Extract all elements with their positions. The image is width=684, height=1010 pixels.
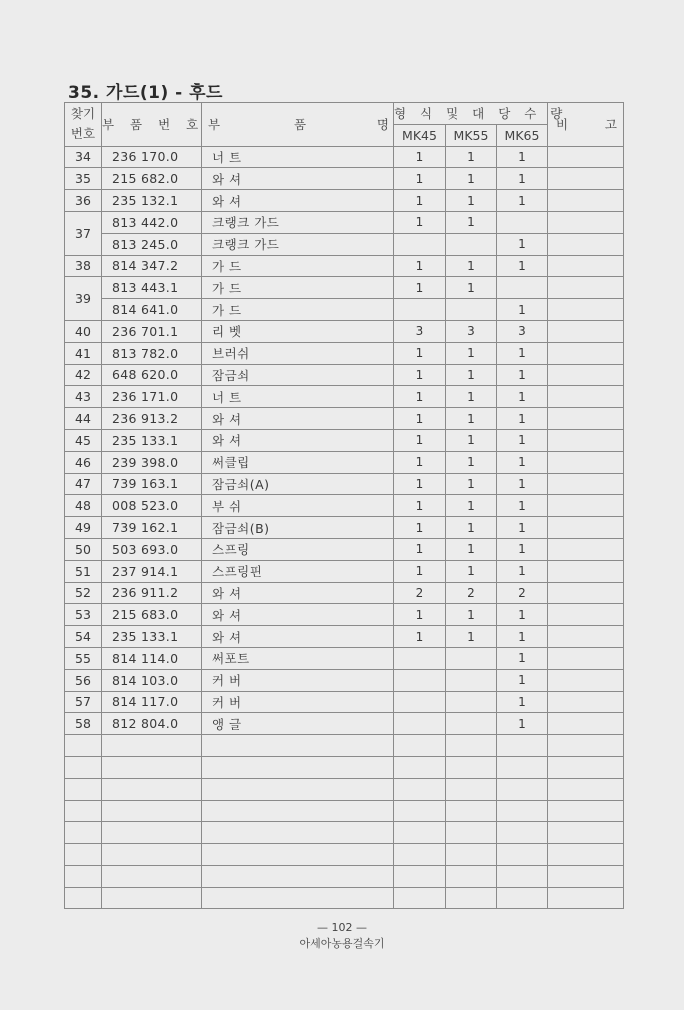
qty-mk65-cell: 1 [497,473,548,495]
table-row [65,146,624,168]
part-number-cell: 235 133.1 [102,429,202,451]
remark-cell [548,517,624,539]
table-row [65,517,624,539]
find-number-cell: 46 [65,451,102,473]
find-number-cell: 38 [65,255,102,277]
qty-mk45-cell: 1 [394,364,446,386]
table-row [65,364,624,386]
table-row [65,277,624,299]
qty-mk55-cell [446,713,497,735]
part-number-cell: 236 701.1 [102,320,202,342]
part-name-cell: 스프링 [202,538,394,560]
part-number-cell: 813 245.0 [102,233,202,255]
qty-mk45-cell [394,233,446,255]
header-name-right: 명 [376,117,389,133]
find-number-cell: 55 [65,647,102,669]
qty-mk55-cell: 1 [446,168,497,190]
qty-mk55-cell: 1 [446,495,497,517]
qty-mk65-cell: 1 [497,255,548,277]
qty-mk45-cell: 1 [394,604,446,626]
find-number-cell: 50 [65,538,102,560]
qty-mk45-cell: 2 [394,582,446,604]
find-number-cell [65,756,102,778]
table-row [65,233,624,255]
remark-cell [548,713,624,735]
qty-mk55-cell: 1 [446,473,497,495]
qty-mk55-cell: 1 [446,560,497,582]
part-number-cell [102,778,202,800]
qty-mk65-cell: 1 [497,691,548,713]
table-row [65,844,624,866]
find-number-cell: 56 [65,669,102,691]
qty-mk55-cell: 1 [446,451,497,473]
qty-mk45-cell: 3 [394,320,446,342]
company-name: 아세아농용걸속기 [299,937,385,950]
part-name-cell [202,778,394,800]
part-name-cell: 잠금쇠(A) [202,473,394,495]
table-row [65,451,624,473]
remark-cell [548,538,624,560]
part-name-cell: 써포트 [202,647,394,669]
part-number-cell: 814 641.0 [102,299,202,321]
qty-mk45-cell: 1 [394,190,446,212]
part-number-cell: 739 163.1 [102,473,202,495]
part-number-cell: 239 398.0 [102,451,202,473]
header-index [65,103,102,147]
qty-mk65-cell [497,800,548,822]
find-number-cell [65,887,102,909]
find-number-cell [65,844,102,866]
part-number-cell: 236 911.2 [102,582,202,604]
find-number-cell: 41 [65,342,102,364]
table-row [65,386,624,408]
remark-cell [548,320,624,342]
remark-cell [548,255,624,277]
table-row [65,822,624,844]
part-name-cell: 크랭크 가드 [202,233,394,255]
find-number-cell [65,778,102,800]
qty-mk45-cell [394,691,446,713]
qty-mk55-cell [446,669,497,691]
qty-mk65-cell: 1 [497,364,548,386]
qty-mk45-cell [394,800,446,822]
qty-mk45-cell [394,713,446,735]
table-row [65,582,624,604]
part-number-cell: 814 347.2 [102,255,202,277]
qty-mk45-cell: 1 [394,277,446,299]
table-row [65,887,624,909]
qty-mk55-cell [446,844,497,866]
part-name-cell: 잠금쇠(B) [202,517,394,539]
part-name-cell: 너 트 [202,386,394,408]
remark-cell [548,735,624,757]
part-name-cell: 와 셔 [202,429,394,451]
find-number-cell [65,865,102,887]
find-number-cell: 45 [65,429,102,451]
table-row [65,604,624,626]
part-number-cell: 236 170.0 [102,146,202,168]
qty-mk55-cell: 1 [446,342,497,364]
part-number-cell: 739 162.1 [102,517,202,539]
qty-mk45-cell: 1 [394,342,446,364]
part-name-cell: 가 드 [202,255,394,277]
qty-mk65-cell: 1 [497,538,548,560]
remark-cell [548,669,624,691]
remark-cell [548,887,624,909]
header-index-bottom: 번호 [70,126,96,142]
table-row [65,429,624,451]
qty-mk65-cell: 1 [497,495,548,517]
qty-mk65-cell [497,865,548,887]
table-row [65,255,624,277]
qty-mk45-cell [394,647,446,669]
qty-mk65-cell: 3 [497,320,548,342]
remark-cell [548,865,624,887]
remark-cell [548,299,624,321]
qty-mk45-cell [394,778,446,800]
table-row [65,190,624,212]
remark-cell [548,560,624,582]
remark-cell [548,778,624,800]
find-number-cell: 39 [65,277,102,321]
qty-mk55-cell [446,822,497,844]
find-number-cell: 42 [65,364,102,386]
part-number-cell [102,822,202,844]
qty-mk65-cell: 1 [497,233,548,255]
part-name-cell: 크랭크 가드 [202,211,394,233]
part-number-cell: 814 103.0 [102,669,202,691]
part-number-cell: 236 171.0 [102,386,202,408]
find-number-cell: 53 [65,604,102,626]
qty-mk45-cell [394,887,446,909]
table-row [65,735,624,757]
remark-cell [548,364,624,386]
qty-mk45-cell [394,822,446,844]
part-number-cell: 215 682.0 [102,168,202,190]
qty-mk45-cell: 1 [394,255,446,277]
part-name-cell: 와 셔 [202,604,394,626]
remark-cell [548,691,624,713]
part-number-cell: 235 133.1 [102,626,202,648]
part-number-cell: 236 913.2 [102,408,202,430]
part-number-cell: 812 804.0 [102,713,202,735]
find-number-cell: 48 [65,495,102,517]
part-number-cell: 648 620.0 [102,364,202,386]
remark-cell [548,146,624,168]
table-row [65,647,624,669]
part-number-cell: 813 782.0 [102,342,202,364]
qty-mk45-cell: 1 [394,538,446,560]
find-number-cell: 44 [65,408,102,430]
qty-mk55-cell [446,647,497,669]
part-number-cell: 235 132.1 [102,190,202,212]
remark-cell [548,844,624,866]
qty-mk65-cell: 1 [497,168,548,190]
qty-mk45-cell: 1 [394,451,446,473]
header-part-number: 부 품 번 호 [102,103,202,147]
qty-mk45-cell [394,865,446,887]
find-number-cell: 35 [65,168,102,190]
table-row [65,560,624,582]
part-number-cell: 237 914.1 [102,560,202,582]
table-row [65,865,624,887]
part-name-cell: 브러쉬 [202,342,394,364]
find-number-cell: 52 [65,582,102,604]
part-number-cell [102,800,202,822]
table-row [65,538,624,560]
remark-cell [548,408,624,430]
header-index-top: 찾기 [70,106,96,122]
header-model-mk55: MK55 [446,124,497,146]
find-number-cell: 37 [65,211,102,255]
part-number-cell: 503 693.0 [102,538,202,560]
table-row [65,778,624,800]
part-name-cell: 와 셔 [202,626,394,648]
qty-mk55-cell [446,778,497,800]
qty-mk65-cell: 1 [497,299,548,321]
part-name-cell: 커 버 [202,669,394,691]
table-row [65,800,624,822]
parts-table-body [65,146,624,909]
find-number-cell: 43 [65,386,102,408]
page-title: 35. 가드(1) - 후드 [68,83,223,103]
qty-mk65-cell: 2 [497,582,548,604]
qty-mk45-cell: 1 [394,560,446,582]
part-number-cell [102,735,202,757]
part-number-cell: 814 117.0 [102,691,202,713]
qty-mk55-cell: 1 [446,255,497,277]
qty-mk65-cell: 1 [497,451,548,473]
part-name-cell: 잠금쇠 [202,364,394,386]
header-name-left: 부 [208,117,221,133]
qty-mk45-cell: 1 [394,386,446,408]
part-name-cell: 너 트 [202,146,394,168]
qty-mk65-cell: 1 [497,146,548,168]
header-name-mid: 품 [294,117,307,133]
part-name-cell: 가 드 [202,299,394,321]
header-quantity-group: 형 식 및 대 당 수 량 [394,103,548,125]
qty-mk65-cell: 1 [497,517,548,539]
remark-cell [548,277,624,299]
qty-mk65-cell: 1 [497,669,548,691]
qty-mk55-cell: 1 [446,604,497,626]
page-number: — 102 — [317,921,367,934]
remark-cell [548,168,624,190]
part-number-cell [102,756,202,778]
qty-mk45-cell: 1 [394,146,446,168]
find-number-cell: 58 [65,713,102,735]
part-name-cell: 와 셔 [202,582,394,604]
part-number-cell: 215 683.0 [102,604,202,626]
table-row [65,691,624,713]
qty-mk55-cell: 3 [446,320,497,342]
part-name-cell [202,844,394,866]
qty-mk45-cell [394,756,446,778]
table-row [65,320,624,342]
qty-mk55-cell [446,299,497,321]
remark-cell [548,211,624,233]
qty-mk65-cell [497,887,548,909]
find-number-cell: 47 [65,473,102,495]
find-number-cell: 51 [65,560,102,582]
qty-mk65-cell [497,756,548,778]
part-number-cell [102,887,202,909]
qty-mk65-cell: 1 [497,626,548,648]
qty-mk45-cell: 1 [394,429,446,451]
qty-mk55-cell [446,233,497,255]
part-name-cell: 커 버 [202,691,394,713]
qty-mk55-cell [446,865,497,887]
remark-cell [548,604,624,626]
qty-mk45-cell [394,299,446,321]
remark-cell [548,342,624,364]
qty-mk65-cell: 1 [497,647,548,669]
qty-mk65-cell: 1 [497,342,548,364]
part-name-cell: 써클립 [202,451,394,473]
qty-mk65-cell [497,211,548,233]
qty-mk65-cell: 1 [497,190,548,212]
table-row [65,408,624,430]
remark-cell [548,233,624,255]
qty-mk65-cell [497,822,548,844]
qty-mk55-cell [446,691,497,713]
table-row [65,756,624,778]
qty-mk45-cell: 1 [394,168,446,190]
qty-mk45-cell [394,669,446,691]
remark-cell [548,647,624,669]
part-number-cell: 813 443.1 [102,277,202,299]
qty-mk55-cell [446,735,497,757]
qty-mk65-cell: 1 [497,604,548,626]
qty-mk55-cell: 1 [446,626,497,648]
qty-mk65-cell [497,778,548,800]
qty-mk65-cell [497,844,548,866]
header-part-name [202,103,394,147]
qty-mk55-cell: 1 [446,538,497,560]
remark-cell [548,429,624,451]
table-row [65,495,624,517]
qty-mk45-cell: 1 [394,211,446,233]
remark-cell [548,582,624,604]
qty-mk55-cell: 1 [446,517,497,539]
qty-mk65-cell: 1 [497,713,548,735]
qty-mk45-cell: 1 [394,473,446,495]
qty-mk55-cell: 2 [446,582,497,604]
find-number-cell [65,735,102,757]
table-row [65,626,624,648]
remark-cell [548,800,624,822]
qty-mk65-cell: 1 [497,386,548,408]
find-number-cell [65,800,102,822]
header-row-1 [65,103,624,125]
part-name-cell [202,887,394,909]
part-name-cell [202,800,394,822]
part-name-cell: 앵 글 [202,713,394,735]
header-remark-left: 비 [556,117,569,133]
part-name-cell: 스프링핀 [202,560,394,582]
qty-mk45-cell [394,844,446,866]
qty-mk65-cell [497,735,548,757]
table-row [65,299,624,321]
find-number-cell: 49 [65,517,102,539]
remark-cell [548,495,624,517]
find-number-cell: 36 [65,190,102,212]
remark-cell [548,756,624,778]
part-number-cell: 813 442.0 [102,211,202,233]
part-name-cell [202,756,394,778]
table-row [65,168,624,190]
qty-mk55-cell: 1 [446,429,497,451]
part-name-cell: 부 쉬 [202,495,394,517]
part-number-cell [102,844,202,866]
find-number-cell: 57 [65,691,102,713]
qty-mk65-cell: 1 [497,408,548,430]
qty-mk45-cell: 1 [394,517,446,539]
qty-mk55-cell: 1 [446,211,497,233]
qty-mk65-cell: 1 [497,429,548,451]
remark-cell [548,190,624,212]
qty-mk55-cell: 1 [446,190,497,212]
remark-cell [548,473,624,495]
part-number-cell [102,865,202,887]
part-number-cell: 814 114.0 [102,647,202,669]
remark-cell [548,626,624,648]
qty-mk55-cell: 1 [446,277,497,299]
remark-cell [548,386,624,408]
part-name-cell [202,865,394,887]
qty-mk45-cell: 1 [394,495,446,517]
remark-cell [548,822,624,844]
qty-mk55-cell: 1 [446,408,497,430]
header-remarks [548,103,624,147]
qty-mk55-cell: 1 [446,364,497,386]
qty-mk45-cell: 1 [394,626,446,648]
part-number-cell: 008 523.0 [102,495,202,517]
header-model-mk45: MK45 [394,124,446,146]
find-number-cell: 34 [65,146,102,168]
remark-cell [548,451,624,473]
find-number-cell: 40 [65,320,102,342]
part-name-cell: 와 셔 [202,168,394,190]
part-name-cell: 리 벳 [202,320,394,342]
header-remark-right: 고 [604,117,617,133]
part-name-cell [202,735,394,757]
table-row [65,669,624,691]
qty-mk45-cell [394,735,446,757]
parts-table [64,102,624,909]
qty-mk55-cell: 1 [446,386,497,408]
find-number-cell: 54 [65,626,102,648]
table-row [65,473,624,495]
qty-mk55-cell [446,756,497,778]
qty-mk55-cell [446,887,497,909]
table-row [65,713,624,735]
qty-mk65-cell [497,277,548,299]
qty-mk55-cell [446,800,497,822]
qty-mk55-cell: 1 [446,146,497,168]
qty-mk65-cell: 1 [497,560,548,582]
part-name-cell: 와 셔 [202,190,394,212]
qty-mk45-cell: 1 [394,408,446,430]
part-name-cell: 와 셔 [202,408,394,430]
part-name-cell: 가 드 [202,277,394,299]
table-row [65,211,624,233]
table-row [65,342,624,364]
find-number-cell [65,822,102,844]
part-name-cell [202,822,394,844]
header-model-mk65: MK65 [497,124,548,146]
